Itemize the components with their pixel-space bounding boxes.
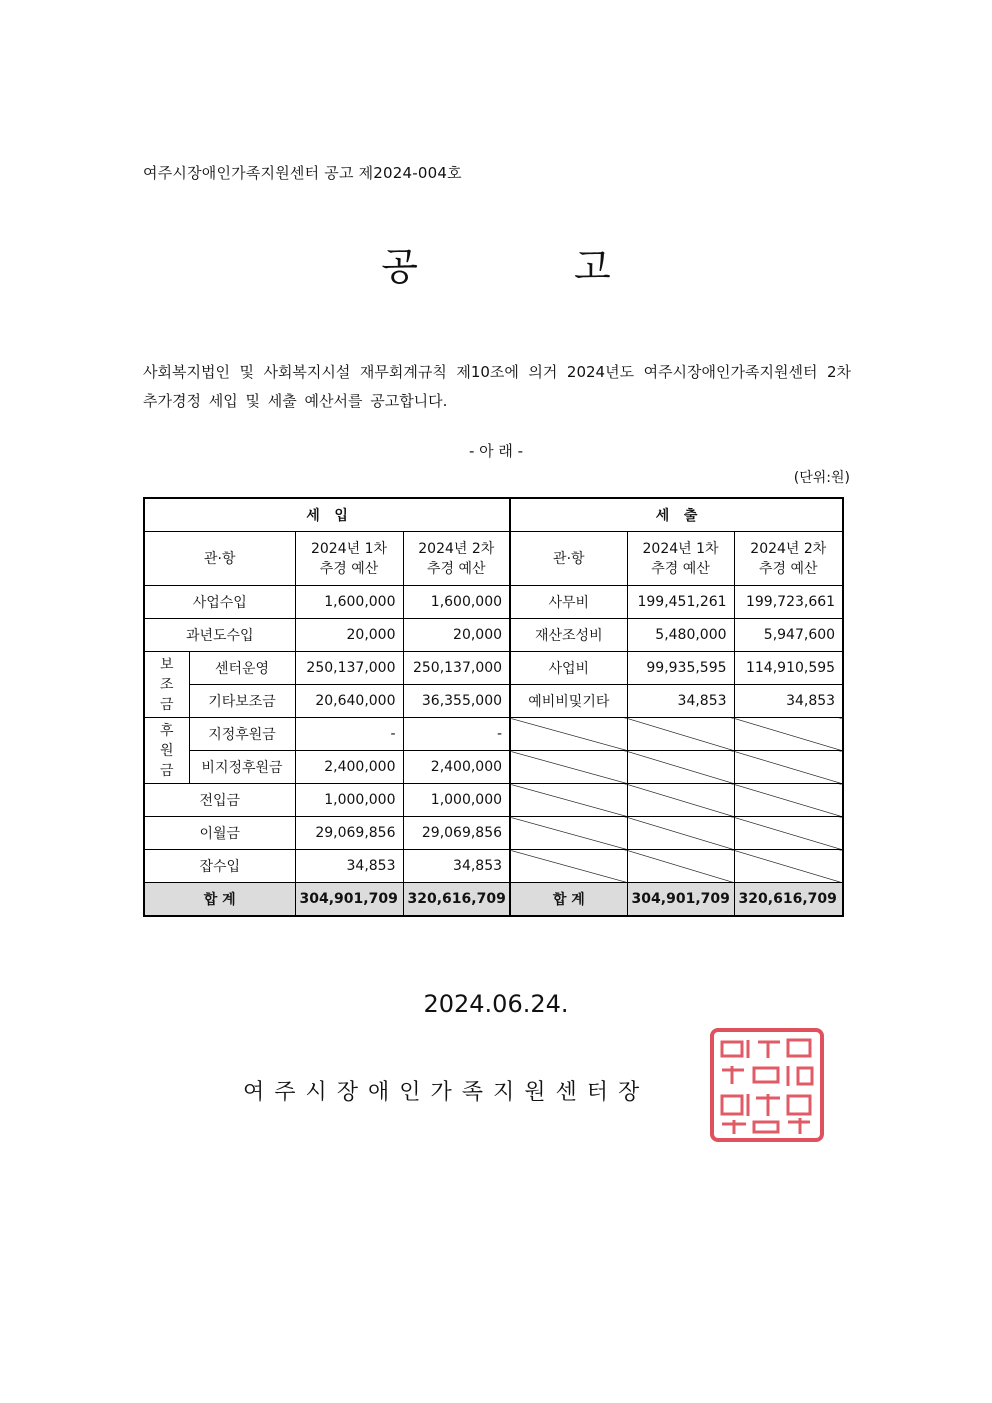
expense-first: 199,451,261 xyxy=(627,586,734,619)
total-row xyxy=(144,883,843,917)
revenue-total-second: 320,616,709 xyxy=(403,883,510,917)
revenue-first: 20,640,000 xyxy=(295,685,403,718)
revenue-second: 2,400,000 xyxy=(403,751,510,784)
revenue-first: 2,400,000 xyxy=(295,751,403,784)
empty-cell xyxy=(734,784,843,817)
below-label: - 아 래 - xyxy=(468,442,524,460)
revenue-label: 비지정후원금 xyxy=(189,751,295,784)
table-header-row xyxy=(144,498,843,532)
empty-cell xyxy=(627,784,734,817)
subsidy-group-label: 보 조 금 xyxy=(144,652,189,718)
table-row xyxy=(144,718,843,751)
expense-label: 예비비및기타 xyxy=(510,685,627,718)
revenue-second: 1,000,000 xyxy=(403,784,510,817)
empty-cell xyxy=(734,751,843,784)
donation-group-label: 후 원 금 xyxy=(144,718,189,784)
expense-second: 5,947,600 xyxy=(734,619,843,652)
empty-cell xyxy=(510,817,627,850)
expense-header: 세 출 xyxy=(510,498,843,532)
revenue-label: 이월금 xyxy=(144,817,295,850)
revenue-category-header: 관·항 xyxy=(144,532,295,586)
revenue-first: 20,000 xyxy=(295,619,403,652)
revenue-first-header: 2024년 1차 추경 예산 xyxy=(295,532,403,586)
empty-cell xyxy=(627,718,734,751)
empty-cell xyxy=(734,850,843,883)
revenue-second: 36,355,000 xyxy=(403,685,510,718)
revenue-first: 1,000,000 xyxy=(295,784,403,817)
signer-name: 여주시장애인가족지원센터장 xyxy=(243,1080,650,1105)
revenue-label: 사업수입 xyxy=(144,586,295,619)
table-row xyxy=(144,652,843,685)
empty-cell xyxy=(510,784,627,817)
revenue-second: 34,853 xyxy=(403,850,510,883)
table-subheader-row xyxy=(144,532,843,586)
expense-second: 34,853 xyxy=(734,685,843,718)
revenue-header: 세 입 xyxy=(144,498,510,532)
revenue-first: - xyxy=(295,718,403,751)
expense-label: 사무비 xyxy=(510,586,627,619)
empty-cell xyxy=(627,850,734,883)
expense-first-header: 2024년 1차 추경 예산 xyxy=(627,532,734,586)
table-row xyxy=(144,817,843,850)
table-row xyxy=(144,685,843,718)
table-row xyxy=(144,784,843,817)
expense-total-first: 304,901,709 xyxy=(627,883,734,917)
expense-first: 99,935,595 xyxy=(627,652,734,685)
revenue-total-first: 304,901,709 xyxy=(295,883,403,917)
revenue-second: 250,137,000 xyxy=(403,652,510,685)
expense-total-label: 합 계 xyxy=(510,883,627,917)
expense-label: 재산조성비 xyxy=(510,619,627,652)
revenue-label: 잡수입 xyxy=(144,850,295,883)
revenue-first: 1,600,000 xyxy=(295,586,403,619)
revenue-second: - xyxy=(403,718,510,751)
budget-table xyxy=(143,497,844,917)
notice-body: 사회복지법인 및 사회복지시설 재무회계규칙 제10조에 의거 2024년도 여주시장애인가족지원센터 2차 추가경정 세입 및 세출 예산서를 공고합니다. xyxy=(143,363,851,410)
revenue-second: 1,600,000 xyxy=(403,586,510,619)
expense-second-header: 2024년 2차 추경 예산 xyxy=(734,532,843,586)
revenue-first: 250,137,000 xyxy=(295,652,403,685)
revenue-label: 기타보조금 xyxy=(189,685,295,718)
official-seal-icon xyxy=(708,1026,826,1144)
empty-cell xyxy=(734,817,843,850)
expense-category-header: 관·항 xyxy=(510,532,627,586)
revenue-label: 전입금 xyxy=(144,784,295,817)
table-row xyxy=(144,850,843,883)
expense-total-second: 320,616,709 xyxy=(734,883,843,917)
table-row xyxy=(144,619,843,652)
notice-number: 여주시장애인가족지원센터 공고 제2024-004호 xyxy=(143,164,462,182)
revenue-label: 센터운영 xyxy=(189,652,295,685)
table-row xyxy=(144,586,843,619)
expense-label: 사업비 xyxy=(510,652,627,685)
empty-cell xyxy=(510,718,627,751)
notice-date: 2024.06.24. xyxy=(423,990,569,1018)
empty-cell xyxy=(734,718,843,751)
revenue-first: 34,853 xyxy=(295,850,403,883)
expense-second: 114,910,595 xyxy=(734,652,843,685)
expense-first: 5,480,000 xyxy=(627,619,734,652)
expense-first: 34,853 xyxy=(627,685,734,718)
expense-second: 199,723,661 xyxy=(734,586,843,619)
empty-cell xyxy=(627,751,734,784)
empty-cell xyxy=(627,817,734,850)
revenue-first: 29,069,856 xyxy=(295,817,403,850)
table-row xyxy=(144,751,843,784)
document-title: 공 고 xyxy=(381,245,683,289)
revenue-label: 과년도수입 xyxy=(144,619,295,652)
empty-cell xyxy=(510,751,627,784)
revenue-second: 29,069,856 xyxy=(403,817,510,850)
revenue-total-label: 합 계 xyxy=(144,883,295,917)
revenue-second-header: 2024년 2차 추경 예산 xyxy=(403,532,510,586)
unit-label: (단위:원) xyxy=(793,470,850,486)
revenue-label: 지정후원금 xyxy=(189,718,295,751)
revenue-second: 20,000 xyxy=(403,619,510,652)
empty-cell xyxy=(510,850,627,883)
